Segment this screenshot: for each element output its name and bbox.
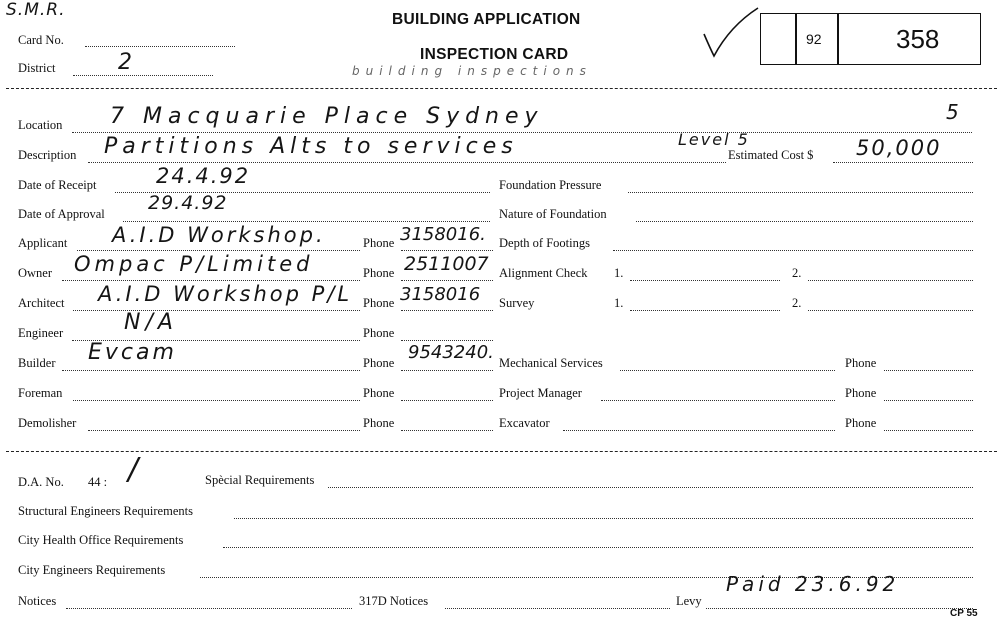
foreman-field[interactable] — [73, 400, 360, 401]
survey-2-field[interactable] — [808, 310, 973, 311]
checkmark-icon — [700, 6, 760, 58]
survey-2-label: 2. — [792, 296, 802, 310]
form-title: BUILDING APPLICATION — [392, 11, 581, 28]
alignment-2-field[interactable] — [808, 280, 973, 281]
owner-label: Owner — [18, 266, 53, 280]
receipt-value: 24.4.92 — [156, 164, 251, 188]
depth-footings-field[interactable] — [613, 250, 973, 251]
mechanical-phone-label: Phone — [845, 356, 877, 370]
project-manager-label: Project Manager — [499, 386, 582, 400]
engineer-label: Engineer — [18, 326, 64, 340]
notices-317d-label: 317D Notices — [359, 594, 429, 608]
engineer-phone-label: Phone — [363, 326, 395, 340]
excavator-label: Excavator — [499, 416, 550, 430]
project-manager-phone-field[interactable] — [884, 400, 973, 401]
alignment-2-label: 2. — [792, 266, 802, 280]
est-cost-field[interactable] — [833, 162, 973, 163]
header-divider — [6, 88, 997, 89]
district-note: building inspections — [352, 64, 592, 78]
da-label: D.A. No. — [18, 475, 64, 489]
level-note: Level 5 — [678, 130, 750, 149]
da-mark: / — [128, 452, 141, 487]
excavator-phone-label: Phone — [845, 416, 877, 430]
form-subtitle: INSPECTION CARD — [420, 46, 569, 63]
card-no-label: Card No. — [18, 33, 64, 47]
district-label: District — [18, 61, 56, 75]
health-field[interactable] — [223, 547, 973, 548]
survey-1-label: 1. — [614, 296, 624, 310]
district-value: 2 — [118, 50, 134, 75]
demolisher-label: Demolisher — [18, 416, 77, 430]
levy-value: Paid 23.6.92 — [726, 572, 900, 596]
architect-phone-field[interactable] — [401, 310, 493, 311]
description-value: Partitions Alts to services — [104, 134, 518, 159]
est-cost-value: 50,000 — [856, 136, 942, 160]
details-divider — [6, 451, 997, 452]
owner-value: Ompac P/Limited — [74, 252, 314, 276]
applicant-phone-field[interactable] — [401, 250, 493, 251]
nature-foundation-field[interactable] — [636, 221, 973, 222]
project-manager-field[interactable] — [601, 400, 835, 401]
special-label: Spècial Requirements — [205, 473, 315, 487]
approval-field[interactable] — [123, 221, 490, 222]
notices-label: Notices — [18, 594, 57, 608]
builder-value: Evcam — [88, 340, 177, 365]
alignment-1-label: 1. — [614, 266, 624, 280]
levy-label: Levy — [676, 594, 702, 608]
architect-phone-label: Phone — [363, 296, 395, 310]
box-divider-1 — [795, 13, 797, 65]
district-field[interactable] — [73, 75, 213, 76]
demolisher-field[interactable] — [88, 430, 360, 431]
location-value: 7 Macquarie Place Sydney — [110, 104, 544, 129]
est-cost-label: Estimated Cost $ — [728, 148, 814, 162]
structural-field[interactable] — [234, 518, 973, 519]
builder-field[interactable] — [62, 370, 360, 371]
applicant-phone-label: Phone — [363, 236, 395, 250]
mechanical-field[interactable] — [620, 370, 835, 371]
builder-phone-field[interactable] — [401, 370, 493, 371]
foundation-pressure-label: Foundation Pressure — [499, 178, 602, 192]
owner-phone: 2511007 — [404, 253, 489, 275]
engineer-phone-field[interactable] — [401, 340, 493, 341]
applicant-field[interactable] — [77, 250, 360, 251]
builder-label: Builder — [18, 356, 56, 370]
engineers-label: City Engineers Requirements — [18, 563, 166, 577]
location-field[interactable] — [72, 132, 972, 133]
builder-phone: 9543240. — [408, 342, 494, 363]
excavator-phone-field[interactable] — [884, 430, 973, 431]
applicant-label: Applicant — [18, 236, 68, 250]
location-mark: 5 — [946, 100, 961, 124]
foundation-pressure-field[interactable] — [628, 192, 973, 193]
receipt-label: Date of Receipt — [18, 178, 97, 192]
card-no-field[interactable] — [85, 46, 235, 47]
form-code: CP 55 — [950, 608, 978, 619]
health-label: City Health Office Requirements — [18, 533, 184, 547]
levy-field[interactable] — [706, 608, 973, 609]
notices-317d-field[interactable] — [445, 608, 670, 609]
architect-value: A.I.D Workshop P/L — [98, 282, 353, 306]
special-field[interactable] — [328, 487, 973, 488]
survey-label: Survey — [499, 296, 535, 310]
card-number: 358 — [896, 24, 940, 54]
box-divider-2 — [837, 13, 839, 65]
depth-footings-label: Depth of Footings — [499, 236, 590, 250]
applicant-value: A.I.D Workshop. — [112, 223, 326, 247]
card-year: 92 — [806, 31, 822, 47]
notices-field[interactable] — [66, 608, 352, 609]
builder-phone-label: Phone — [363, 356, 395, 370]
approval-label: Date of Approval — [18, 207, 105, 221]
description-label: Description — [18, 148, 77, 162]
excavator-field[interactable] — [563, 430, 835, 431]
mechanical-phone-field[interactable] — [884, 370, 973, 371]
mechanical-label: Mechanical Services — [499, 356, 603, 370]
foreman-phone-field[interactable] — [401, 400, 493, 401]
description-field[interactable] — [88, 162, 726, 163]
da-number: 44 : — [88, 475, 108, 489]
card-number-box — [760, 13, 981, 65]
location-label: Location — [18, 118, 63, 132]
architect-phone: 3158016 — [400, 284, 481, 305]
owner-field[interactable] — [62, 280, 360, 281]
demolisher-phone-label: Phone — [363, 416, 395, 430]
smr-note: S.M.R. — [6, 0, 66, 20]
applicant-phone: 3158016. — [400, 224, 486, 245]
demolisher-phone-field[interactable] — [401, 430, 493, 431]
architect-field[interactable] — [73, 310, 360, 311]
alignment-1-field[interactable] — [630, 280, 780, 281]
foreman-label: Foreman — [18, 386, 63, 400]
engineer-value: N/A — [124, 310, 178, 335]
survey-1-field[interactable] — [630, 310, 780, 311]
owner-phone-label: Phone — [363, 266, 395, 280]
project-manager-phone-label: Phone — [845, 386, 877, 400]
alignment-check-label: Alignment Check — [499, 266, 588, 280]
approval-value: 29.4.92 — [148, 192, 228, 214]
architect-label: Architect — [18, 296, 65, 310]
structural-label: Structural Engineers Requirements — [18, 504, 193, 518]
foreman-phone-label: Phone — [363, 386, 395, 400]
nature-foundation-label: Nature of Foundation — [499, 207, 607, 221]
owner-phone-field[interactable] — [401, 280, 493, 281]
